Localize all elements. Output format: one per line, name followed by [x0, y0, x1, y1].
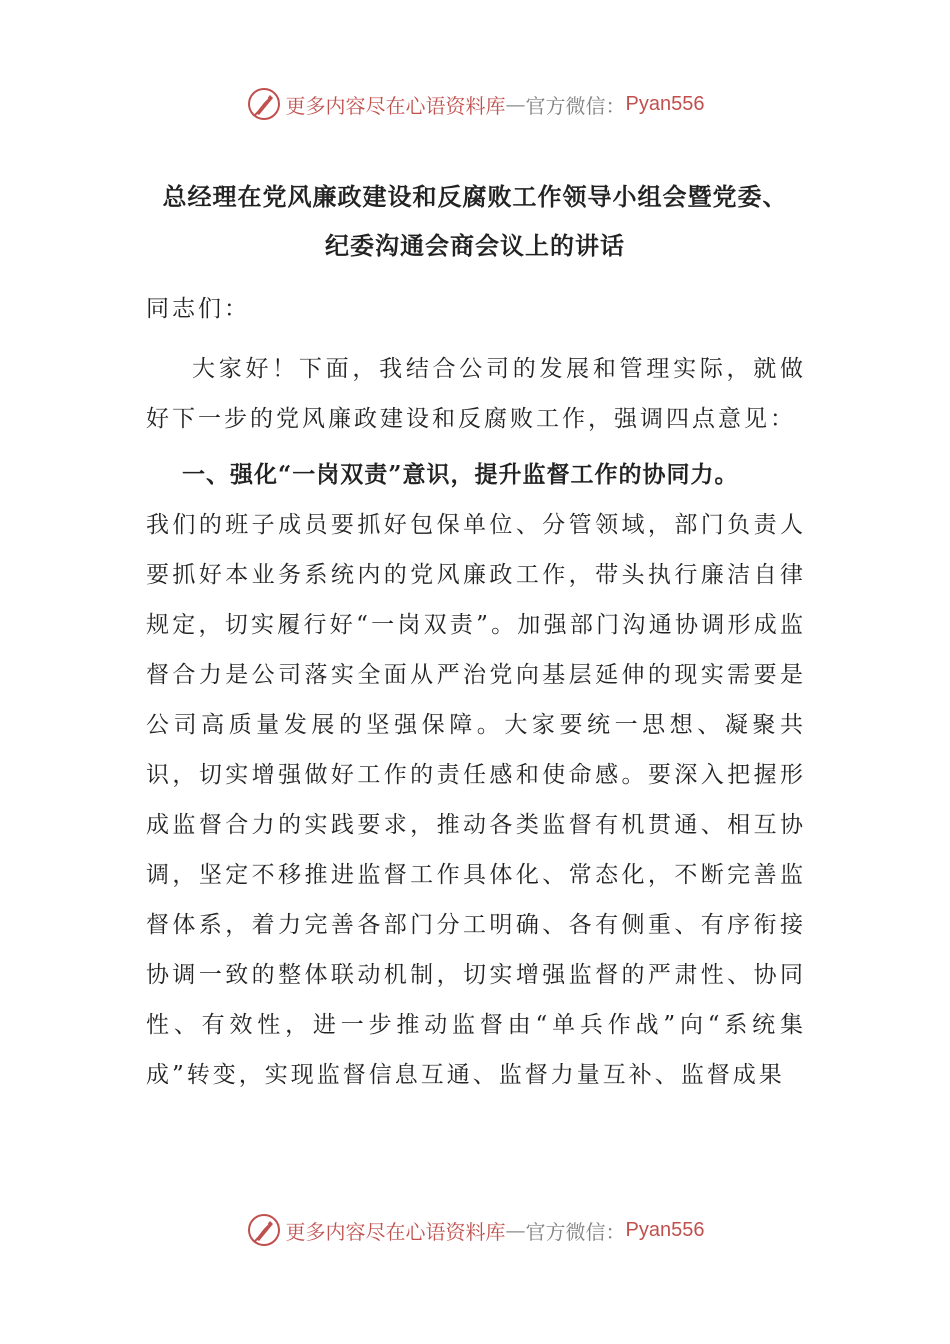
banner-brand-text: 更多内容尽在心语资料库 [285, 93, 506, 118]
footer-separator: — [505, 1218, 526, 1242]
section-1-heading: 一、强化“一岗双责”意识，提升监督工作的协同力。 [182, 461, 739, 488]
banner-wechat-label: 官方微信： [525, 93, 626, 118]
document-title-line-1: 总经理在党风廉政建设和反腐败工作领导小组会暨党委、 [162, 182, 788, 211]
document-title-line-2: 纪委沟通会商会议上的讲话 [325, 231, 625, 260]
intro-paragraph: 大家好！下面，我结合公司的发展和管理实际，就做好下一步的党风廉政建设和反腐败工作，强调四点意见： [146, 356, 806, 432]
footer-brand-text: 更多内容尽在心语资料库 [285, 1219, 506, 1244]
section-1-body: 我们的班子成员要抓好包保单位、分管领域，部门负责人要抓好本业务系统内的党风廉政工作，带头执行廉洁自律规定，切实履行好“一岗双责”。加强部门沟通协调形成监督合力是公司落实全面从严治党向基层延伸的现实需要是公司高质量发展的坚强保障。大家要统一思想、凝聚共识，切实增强做好工作的责任感和使命感。要深入把握形成监督合力的实践要求，推动各类监督有机贯通、相互协调，坚定不移推进监督工作具体化、常态化，不断完善监督体系，着力完善各部门分工明确、各有侧重、有序衔接协调一致的整体联动机制，切实增强监督的严肃性、协同性、有效性，进一步推动监督由“单兵作战”向“系统集成”转变，实现监督信息互通、监督力量互补、监督成果 [146, 512, 806, 1088]
footer-banner [0, 1210, 950, 1250]
footer-wechat-label: 官方微信： [525, 1219, 626, 1244]
document-body [146, 284, 806, 1100]
quill-pen-logo-icon [246, 86, 282, 122]
banner-separator: — [505, 92, 526, 116]
footer-wechat-id: Pyan556 [625, 1218, 705, 1241]
greeting: 同志们： [146, 296, 250, 322]
banner-wechat-id: Pyan556 [625, 92, 705, 115]
header-banner [0, 84, 950, 124]
quill-pen-logo-icon [246, 1212, 282, 1248]
